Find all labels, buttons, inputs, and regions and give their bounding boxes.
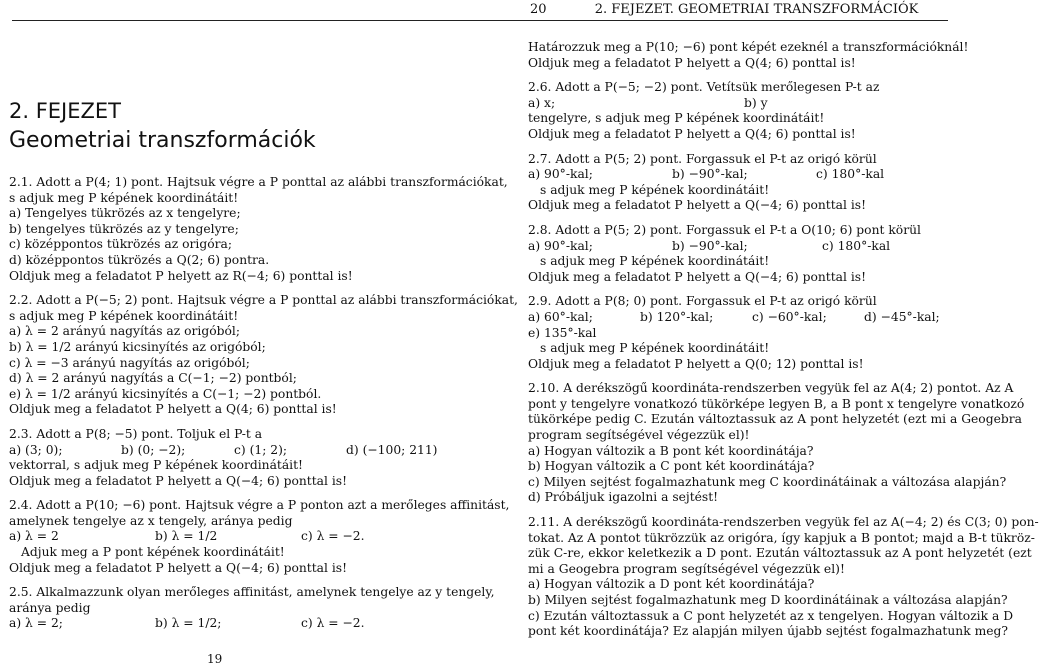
- option: c) (1; 2);: [234, 442, 288, 457]
- text-line: aránya pedig: [9, 600, 91, 615]
- text-line: program segítségével végezzük el)!: [528, 428, 750, 443]
- text-line: pont két koordinátája? Ez alapján milyen újabb sejtést fogalmazhatunk meg?: [528, 624, 1008, 639]
- header-running-title: 2. FEJEZET. GEOMETRIAI TRANSZFORMÁCIÓK: [594, 2, 919, 17]
- text-line: 2.6. Adott a P(−5; −2) pont. Vetítsük merőlegesen P-t az: [528, 80, 880, 95]
- option: a) 90°-kal;: [528, 238, 593, 253]
- text-line: s adjuk meg P képének koordinátáit!: [540, 182, 770, 197]
- header-page-number: 20: [530, 2, 547, 17]
- text-line: b) Hogyan változik a C pont két koordinátája?: [528, 459, 815, 474]
- text-line: e) λ = 1/2 arányú kicsinyítés a C(−1; −2) pontból.: [9, 386, 322, 401]
- text-line: zük C-re, ekkor keletkezik a D pont. Ezután változtassuk az A pont helyzetét (ezt: [528, 546, 1032, 561]
- header-rule: [12, 20, 948, 21]
- exercise-2-1: [9, 175, 508, 284]
- exercise-2-4: [9, 498, 510, 576]
- text-line: a) Tengelyes tükrözés az x tengelyre;: [9, 206, 241, 221]
- text-line: s adjuk meg P képének koordinátáit!: [9, 308, 239, 323]
- text-line: amelynek tengelye az x tengely, aránya pedig: [9, 513, 293, 528]
- exercise-2-5: [9, 585, 495, 632]
- text-line: b) λ = 1/2 arányú kicsinyítés az origóból;: [9, 339, 266, 354]
- text-line: c) Milyen sejtést fogalmazhatunk meg C koordinátáinak a változása alapján?: [528, 474, 1007, 489]
- exercise-2-10: [528, 381, 1025, 506]
- text-line: 2.1. Adott a P(4; 1) pont. Hajtsuk végre a P ponttal az alábbi transzformációkat,: [9, 175, 508, 189]
- text-line: d) középpontos tükrözés a Q(2; 6) pontra.: [9, 252, 270, 267]
- option: a) 90°-kal;: [528, 167, 593, 182]
- text-line: 2.5. Alkalmazzunk olyan merőleges affinitást, amelynek tengelye az y tengely,: [9, 585, 495, 600]
- text-line: tengelyre, s adjuk meg P képének koordinátáit!: [528, 111, 825, 126]
- text-line: Oldjuk meg a feladatot P helyett a Q(−4; 6) ponttal is!: [9, 560, 348, 575]
- text-line: mi a Geogebra program segítségével végezzük el)!: [528, 561, 845, 576]
- text-line: Oldjuk meg a feladatot P helyett a Q(4; 6) ponttal is!: [528, 55, 856, 70]
- option-row: [528, 310, 956, 326]
- text-line: c) középpontos tükrözés az origóra;: [9, 237, 232, 252]
- option: d) (−100; 211): [346, 442, 438, 457]
- text-line: Oldjuk meg a feladatot P helyett a Q(−4; 6) ponttal is!: [528, 269, 867, 284]
- text-line: e) 135°-kal: [528, 325, 597, 340]
- option: b) λ = 1/2: [155, 529, 218, 544]
- text-line: Oldjuk meg a feladatot P helyett a Q(4; 6) ponttal is!: [9, 402, 337, 417]
- running-header: [530, 2, 918, 18]
- right-column: [528, 40, 1039, 640]
- option: b) (0; −2);: [121, 442, 186, 457]
- text-line: tükörképe pedig C. Ezután változtassuk az A pont helyzetét (ezt mi a Geogebra: [528, 412, 1022, 427]
- text-line: s adjuk meg P képének koordinátáit!: [9, 190, 239, 205]
- text-line: 2.9. Adott a P(8; 0) pont. Forgassuk el P-t az origó körül: [528, 294, 877, 309]
- exercise-2-9: [528, 294, 956, 372]
- option: a) λ = 2: [9, 529, 59, 544]
- text-line: a) Hogyan változik a B pont két koordinátája?: [528, 443, 814, 458]
- text-line: 2.8. Adott a P(5; 2) pont. Forgassuk el P-t a O(10; 6) pont körül: [528, 222, 921, 237]
- text-line: 2.4. Adott a P(10; −6) pont. Hajtsuk végre a P ponton azt a merőleges affinitást,: [9, 498, 510, 513]
- text-line: Határozzuk meg a P(10; −6) pont képét ezeknél a transzformációknál!: [528, 40, 969, 54]
- option: c) λ = −2.: [301, 529, 365, 544]
- text-line: tokat. Az A pontot tükrözzük az origóra, így kapjuk a B pontot; majd a B-t tükröz-: [528, 530, 1035, 545]
- text-line: b) Milyen sejtést fogalmazhatunk meg D koordinátáinak a változása alapján?: [528, 593, 1008, 607]
- option-row: [528, 167, 956, 183]
- text-line: Oldjuk meg a feladatot P helyett a Q(−4; 6) ponttal is!: [9, 473, 348, 488]
- text-line: c) λ = −3 arányú nagyítás az origóból;: [9, 355, 250, 370]
- text-line: Oldjuk meg a feladatot P helyett a Q(−4; 6) ponttal is!: [528, 198, 867, 213]
- exercise-2-8: [528, 223, 956, 285]
- option: a) x;: [528, 95, 556, 110]
- option: b) y: [744, 95, 768, 110]
- text-line: s adjuk meg P képének koordinátáit!: [540, 254, 770, 269]
- text-line: d) Próbáljuk igazolni a sejtést!: [528, 490, 719, 505]
- exercise-2-2: [9, 293, 518, 418]
- option: c) 180°-kal: [822, 238, 891, 253]
- exercise-2-3: [9, 427, 449, 489]
- option: a) 60°-kal;: [528, 309, 593, 324]
- text-line: Oldjuk meg a feladatot P helyett a Q(0; 12) ponttal is!: [528, 356, 864, 371]
- exercise-2-7: [528, 152, 956, 214]
- option: a) (3; 0);: [9, 442, 63, 457]
- text-line: Oldjuk meg a feladatot P helyett az R(−4; 6) ponttal is!: [9, 268, 353, 283]
- option-row: [528, 239, 956, 255]
- text-line: pont y tengelyre vonatkozó tükörképe legyen B, a B pont x tengelyre vonatkozó: [528, 396, 1025, 411]
- option-row: [528, 96, 956, 112]
- text-line: 2.7. Adott a P(5; 2) pont. Forgassuk el P-t az origó körül: [528, 151, 877, 166]
- text-line: c) Ezután változtassuk a C pont helyzetét az x tengelyen. Hogyan változik a D: [528, 608, 1014, 623]
- continuation: [528, 40, 969, 71]
- option: b) λ = 1/2;: [155, 616, 222, 631]
- exercise-2-11: [528, 515, 1039, 640]
- option-row: [9, 443, 449, 459]
- text-line: 2.3. Adott a P(8; −5) pont. Toljuk el P-t a: [9, 426, 263, 441]
- left-column: [9, 98, 518, 632]
- chapter-title: Geometriai transzformációk: [9, 128, 316, 153]
- option: c) λ = −2.: [301, 616, 365, 631]
- text-line: 2.2. Adott a P(−5; 2) pont. Hajtsuk végre a P ponttal az alábbi transzformációkat,: [9, 293, 518, 308]
- text-line: a) Hogyan változik a D pont két koordinátája?: [528, 577, 815, 592]
- text-line: vektorral, s adjuk meg P képének koordinátáit!: [9, 458, 303, 473]
- option: b) 120°-kal;: [640, 309, 714, 324]
- exercise-2-6: [528, 80, 956, 142]
- option: a) λ = 2;: [9, 616, 63, 631]
- option: d) −45°-kal;: [864, 309, 940, 324]
- option: b) −90°-kal;: [672, 238, 748, 253]
- option-row: [9, 616, 449, 632]
- text-line: Oldjuk meg a feladatot P helyett a Q(4; 6) ponttal is!: [528, 126, 856, 141]
- text-line: b) tengelyes tükrözés az y tengelyre;: [9, 221, 239, 236]
- text-line: 2.10. A derékszögű koordináta-rendszerben vegyük fel az A(4; 2) pontot. Az A: [528, 381, 1014, 396]
- option: c) −60°-kal;: [752, 309, 827, 324]
- text-line: Adjuk meg a P pont képének koordinátáit!: [21, 545, 285, 560]
- option: b) −90°-kal;: [672, 167, 748, 182]
- text-line: a) λ = 2 arányú nagyítás az origóból;: [9, 324, 240, 339]
- option-row: [9, 529, 449, 545]
- option: c) 180°-kal: [816, 167, 885, 182]
- text-line: s adjuk meg P képének koordinátáit!: [540, 341, 770, 356]
- chapter-label: 2. FEJEZET: [9, 99, 122, 123]
- footer-page-number: 19: [207, 652, 223, 666]
- text-line: d) λ = 2 arányú nagyítás a C(−1; −2) pontból;: [9, 371, 297, 386]
- text-line: 2.11. A derékszögű koordináta-rendszerben vegyük fel az A(−4; 2) és C(3; 0) pon-: [528, 515, 1039, 530]
